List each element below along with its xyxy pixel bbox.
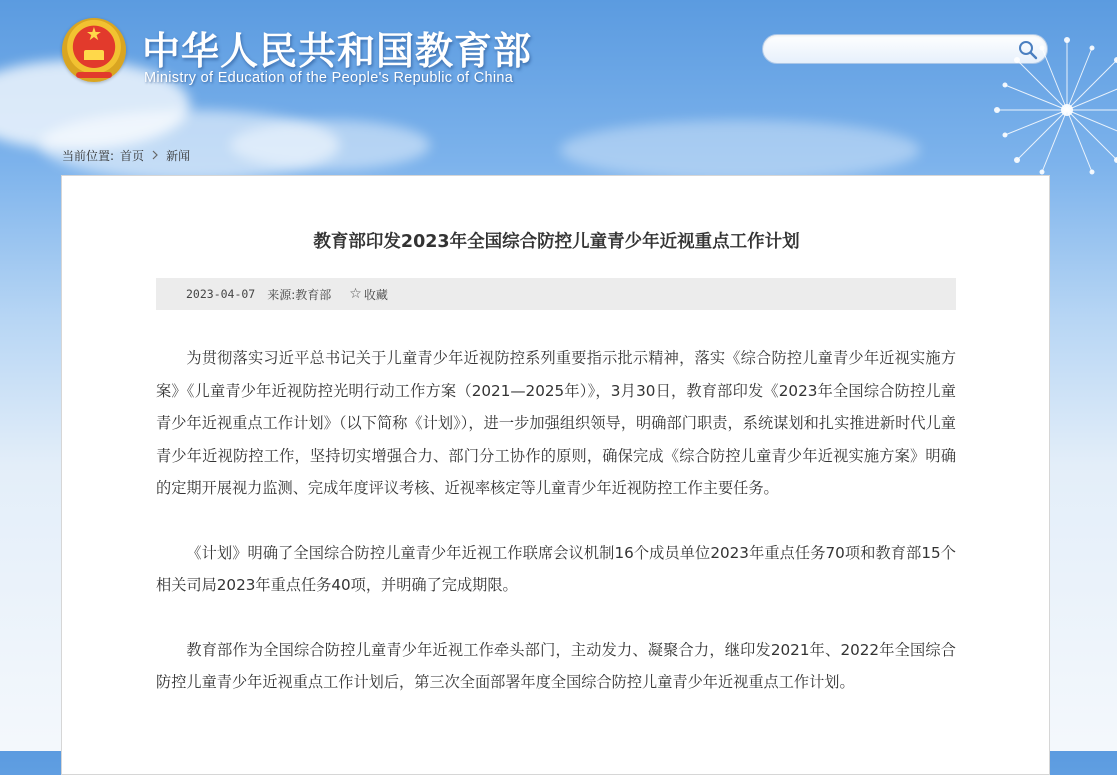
breadcrumb-label: 当前位置:	[62, 149, 115, 163]
breadcrumb-news-link[interactable]: 新闻	[166, 149, 191, 163]
ribbon-shape	[76, 72, 112, 78]
article-paragraph: 教育部作为全国综合防控儿童青少年近视工作牵头部门，主动发力、凝聚合力，继印发2021年、2022年全国综合防控儿童青少年近视重点工作计划后，第三次全面部署年度全国综合防控儿童青少年近视重点工作计划。	[156, 640, 956, 691]
publish-date: 2023-04-07	[186, 287, 256, 301]
search-input[interactable]	[777, 40, 1011, 60]
article-body	[156, 342, 956, 731]
article-source: 来源:教育部	[267, 287, 332, 302]
favorite-button[interactable]	[349, 286, 388, 303]
article-paragraph: 为贯彻落实习近平总书记关于儿童青少年近视防控系列重要指示批示精神，落实《综合防控儿童青少年近视实施方案》《儿童青少年近视防控光明行动工作方案（2021—2025年）》，3月30日，教育部印发《2023年全国综合防控儿童青少年近视重点工作计划》（以下简称《计划》），进一步加强组织领导，明确部门职责，系统谋划和扎实推进新时代儿童青少年近视防控工作，坚持切实增强合力、部门分工协作的原则，确保完成《综合防控儿童青少年近视实施方案》明确的定期开展视力监测、完成年度评议考核、近视率核定等儿童青少年近视防控工作主要任务。	[156, 349, 956, 497]
site-subtitle: Ministry of Education of the People's Republic of China	[144, 70, 514, 86]
article-panel	[61, 175, 1050, 775]
dandelion-decoration	[987, 30, 1117, 180]
cloud-decoration	[560, 120, 920, 180]
article-meta-bar	[156, 278, 956, 310]
gate-shape	[84, 50, 104, 60]
breadcrumb	[62, 147, 190, 164]
cloud-decoration	[230, 120, 430, 170]
article-paragraph: 《计划》明确了全国综合防控儿童青少年近视工作联席会议机制16个成员单位2023年重点任务70项和教育部15个相关司局2023年重点任务40项，并明确了完成期限。	[156, 543, 956, 594]
star-icon: ★	[85, 24, 103, 45]
national-emblem-icon[interactable]	[62, 18, 126, 82]
site-title[interactable]: 中华人民共和国教育部	[142, 29, 533, 73]
star-outline-icon: ☆	[349, 286, 362, 302]
breadcrumb-home-link[interactable]: 首页	[120, 149, 145, 163]
chevron-right-icon	[150, 149, 160, 163]
article-title: 教育部印发2023年全国综合防控儿童青少年近视重点工作计划	[313, 232, 800, 252]
favorite-label: 收藏	[363, 287, 388, 302]
